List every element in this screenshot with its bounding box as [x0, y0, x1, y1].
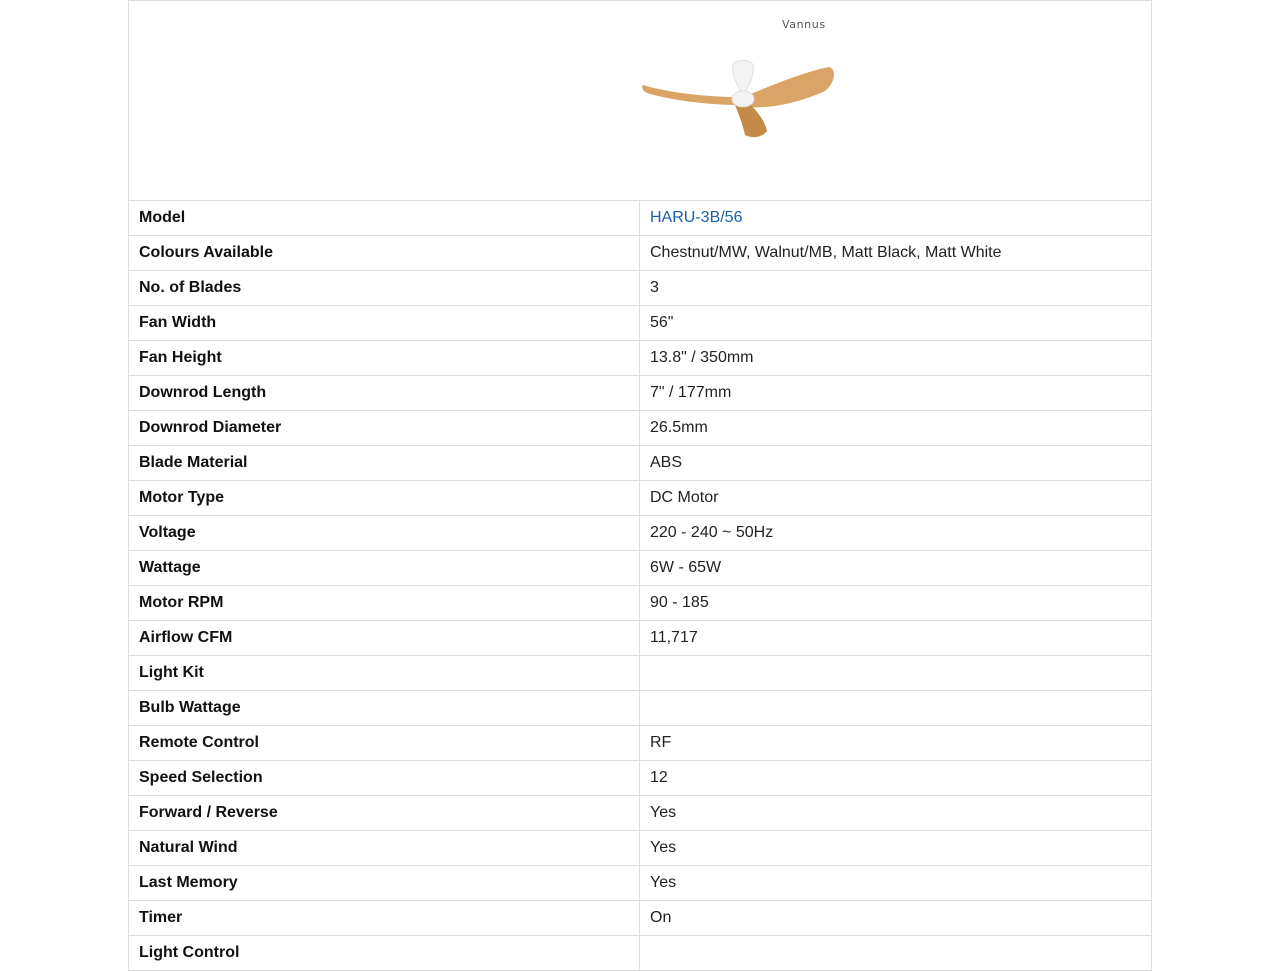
spec-label: Light Control	[129, 936, 640, 971]
spec-label: Timer	[129, 901, 640, 936]
spec-row	[129, 446, 1152, 481]
spec-row	[129, 551, 1152, 586]
spec-value: 26.5mm	[640, 411, 1152, 446]
motor-housing	[732, 91, 754, 107]
spec-value	[640, 656, 1152, 691]
spec-value: Yes	[640, 796, 1152, 831]
spec-label: Last Memory	[129, 866, 640, 901]
spec-value: 12	[640, 761, 1152, 796]
spec-row	[129, 761, 1152, 796]
spec-row	[129, 586, 1152, 621]
spec-value: 13.8" / 350mm	[640, 341, 1152, 376]
spec-value: 56"	[640, 306, 1152, 341]
spec-row	[129, 516, 1152, 551]
spec-row	[129, 376, 1152, 411]
spec-value: 90 - 185	[640, 586, 1152, 621]
spec-label: Bulb Wattage	[129, 691, 640, 726]
spec-label: Downrod Length	[129, 376, 640, 411]
spec-table	[128, 200, 1152, 971]
spec-label: Forward / Reverse	[129, 796, 640, 831]
model-link[interactable]: HARU-3B/56	[650, 209, 743, 226]
spec-label: Remote Control	[129, 726, 640, 761]
spec-row	[129, 341, 1152, 376]
spec-label: Wattage	[129, 551, 640, 586]
spec-row	[129, 796, 1152, 831]
spec-row	[129, 621, 1152, 656]
fan-blade-bottom	[735, 103, 767, 137]
spec-sheet	[128, 0, 1152, 971]
spec-row	[129, 901, 1152, 936]
ceiling-fan-image	[639, 13, 839, 153]
spec-row	[129, 936, 1152, 971]
fan-blade-left	[642, 85, 741, 105]
spec-row	[129, 306, 1152, 341]
spec-label: Model	[129, 201, 640, 236]
spec-row	[129, 726, 1152, 761]
spec-row	[129, 411, 1152, 446]
spec-value: On	[640, 901, 1152, 936]
spec-row	[129, 481, 1152, 516]
product-image-cell	[128, 0, 1152, 200]
spec-value: 7" / 177mm	[640, 376, 1152, 411]
spec-label: Fan Height	[129, 341, 640, 376]
spec-row	[129, 201, 1152, 236]
spec-value: DC Motor	[640, 481, 1152, 516]
spec-row	[129, 271, 1152, 306]
spec-row	[129, 691, 1152, 726]
spec-value: 3	[640, 271, 1152, 306]
spec-label: Colours Available	[129, 236, 640, 271]
spec-label: Airflow CFM	[129, 621, 640, 656]
spec-label: Voltage	[129, 516, 640, 551]
spec-label: Blade Material	[129, 446, 640, 481]
fan-canopy	[733, 61, 754, 92]
spec-row	[129, 656, 1152, 691]
spec-row	[129, 236, 1152, 271]
spec-value: Chestnut/MW, Walnut/MB, Matt Black, Matt White	[640, 236, 1152, 271]
spec-label: Natural Wind	[129, 831, 640, 866]
spec-label: Fan Width	[129, 306, 640, 341]
spec-value: 6W - 65W	[640, 551, 1152, 586]
brand-logo-text: Vannus	[782, 18, 826, 31]
spec-label: No. of Blades	[129, 271, 640, 306]
spec-value: Yes	[640, 866, 1152, 901]
spec-label: Downrod Diameter	[129, 411, 640, 446]
spec-value	[640, 936, 1152, 971]
spec-value	[640, 691, 1152, 726]
spec-row	[129, 831, 1152, 866]
spec-value[interactable]	[640, 201, 1152, 236]
spec-label: Motor RPM	[129, 586, 640, 621]
spec-label: Light Kit	[129, 656, 640, 691]
spec-value: RF	[640, 726, 1152, 761]
spec-label: Motor Type	[129, 481, 640, 516]
spec-value: ABS	[640, 446, 1152, 481]
spec-value: 220 - 240 ~ 50Hz	[640, 516, 1152, 551]
fan-blade-right	[743, 67, 834, 107]
spec-value: 11,717	[640, 621, 1152, 656]
spec-label: Speed Selection	[129, 761, 640, 796]
spec-row	[129, 866, 1152, 901]
spec-value: Yes	[640, 831, 1152, 866]
